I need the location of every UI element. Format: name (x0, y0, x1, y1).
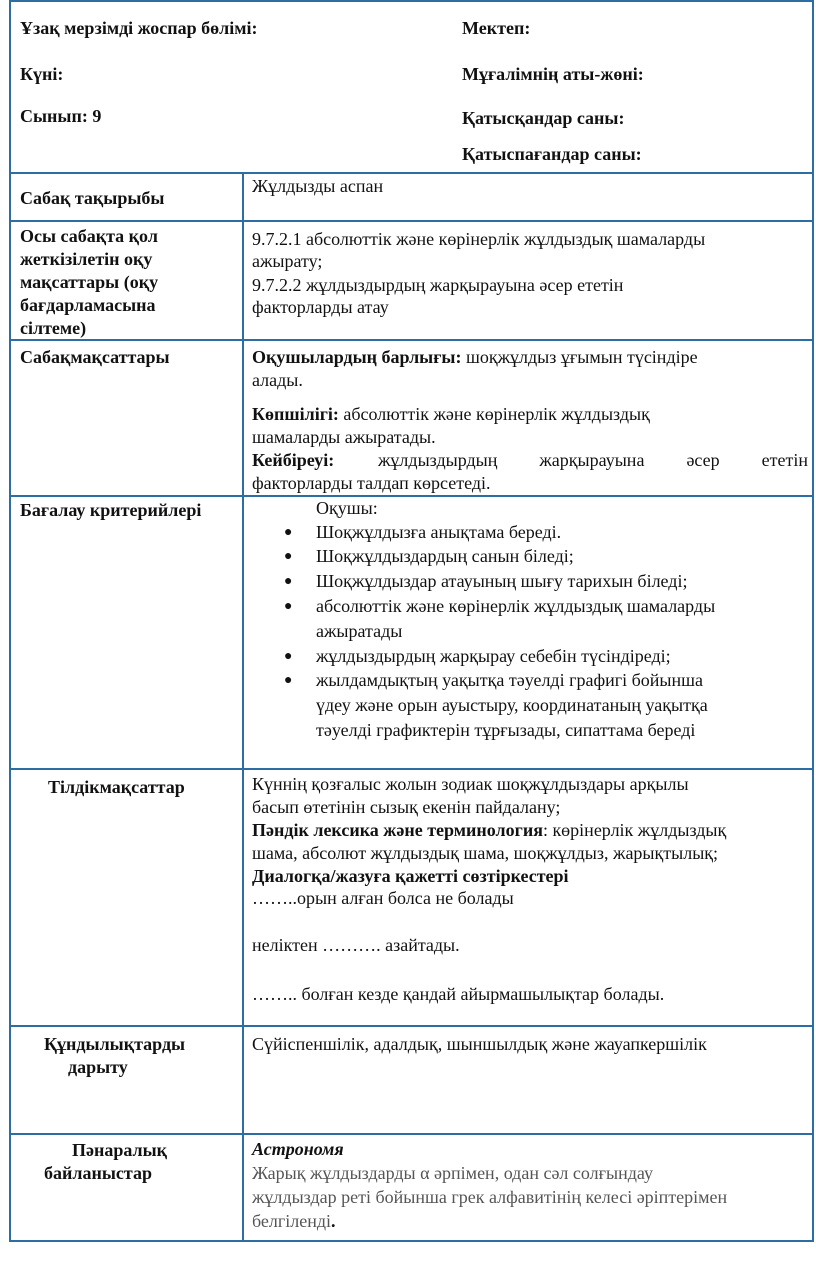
border-top (9, 0, 814, 2)
teacher-label: Мұғалімнің аты-жөні: (462, 64, 644, 84)
cross-subject: Астрономя (252, 1139, 344, 1159)
class-label: Сынып: 9 (20, 106, 102, 126)
criteria-item: Шоқжұлдыздардың санын біледі; (316, 546, 574, 566)
cross-text-line: жұлдыздар реті бойынша грек алфавитінің келесі әріптерімен (252, 1187, 728, 1207)
values-label-line: дарыту (68, 1057, 128, 1077)
row-line-1 (9, 172, 814, 174)
bullet-icon: ● (284, 574, 293, 589)
row-line-4 (9, 495, 814, 497)
criteria-intro: Оқушы: (316, 498, 378, 518)
bullet-icon: ● (284, 599, 293, 614)
border-left (9, 0, 11, 1242)
objectives-label-line: Осы сабақта қол (20, 226, 158, 246)
vocab-line-2: шама, абсолют жұлдыздық шама, шоқжұлдыз, жарықтылық; (252, 843, 719, 863)
objectives-value-line: 9.7.2.1 абсолюттік және көрінерлік жұлдыздық шамаларды (252, 229, 706, 249)
goal-most-line (252, 402, 650, 426)
criteria-item-cont: ажыратады (316, 621, 403, 641)
phrases-heading: Диалогқа/жазуға қажетті сөзтіркестері (252, 866, 569, 886)
row-line-5 (9, 768, 814, 770)
goal-most-text: абсолюттік және көрінерлік жұлдыздық (338, 404, 650, 424)
topic-label: Сабақ тақырыбы (20, 188, 165, 208)
objectives-label-line: жеткізілетін оқу (20, 249, 153, 269)
goal-some-line-2: факторларды талдап көрсетеді. (252, 473, 491, 493)
goal-some-text: жұлдыздырдың жарқырауына әсер ететін (378, 450, 808, 470)
goal-most-line-2: шамаларды ажыратады. (252, 427, 436, 447)
phrase-line: ……..орын алған болса не болады (252, 888, 514, 908)
criteria-item-cont: үдеу және орын ауыстыру, координатаның уақытқа (316, 695, 708, 715)
cross-text-line-3 (252, 1209, 336, 1233)
cross-label-line: байланыстар (44, 1163, 152, 1183)
criteria-item: жұлдыздырдың жарқырау себебін түсіндіреді; (316, 646, 671, 666)
present-label: Қатысқандар саны: (462, 108, 625, 128)
bullet-icon: ● (284, 649, 293, 664)
goal-most-bold: Көпшілігі: (252, 404, 339, 424)
cross-text-3: белгіленді (252, 1211, 332, 1231)
bullet-icon: ● (284, 525, 293, 540)
values-label-line: Құндылықтарды (44, 1034, 186, 1054)
vocab-bold: Пәндік лексика және терминология (252, 820, 543, 840)
school-label: Мектеп: (462, 18, 531, 38)
criteria-item: Шоқжұлдызға анықтама береді. (316, 522, 562, 542)
goal-all-line-2: алады. (252, 370, 303, 390)
criteria-item: абсолюттік және көрінерлік жұлдыздық шамаларды (316, 596, 716, 616)
objectives-label-line: бағдарламасына (20, 295, 156, 315)
goal-all-line (252, 345, 698, 369)
phrase-line: неліктен ………. азайтады. (252, 935, 460, 955)
lesson-goals-label: Сабақмақсаттары (20, 347, 170, 367)
values-value: Сүйіспеншілік, адалдық, шыншылдық және жауапкершілік (252, 1034, 707, 1054)
vocab-text: : көрінерлік жұлдыздық (542, 820, 727, 840)
language-line: Күннің қозғалыс жолын зодиак шоқжұлдыздары арқылы (252, 774, 689, 794)
row-line-7 (9, 1133, 814, 1135)
cross-text-end: . (331, 1211, 336, 1231)
criteria-item-cont: тәуелді графиктерін тұрғызады, сипаттама береді (316, 720, 696, 740)
objectives-value-line: 9.7.2.2 жұлдыздырдың жарқырауына әсер ететін (252, 275, 624, 295)
goal-all-bold: Оқушылардың барлығы: (252, 347, 462, 367)
section-label: Ұзақ мерзімді жоспар бөлімі: (20, 18, 258, 38)
cross-text-line: Жарық жұлдыздарды α әрпімен, одан сәл солғындау (252, 1163, 653, 1183)
goal-all-text: шоқжұлдыз ұғымын түсіндіре (461, 347, 698, 367)
absent-label: Қатыспағандар саны: (462, 144, 642, 164)
objectives-value-line: ажырату; (252, 251, 323, 271)
objectives-label-line: сілтеме) (20, 318, 87, 338)
row-line-6 (9, 1025, 814, 1027)
border-bottom (9, 1240, 814, 1242)
cross-label-line: Пәнаралық (72, 1140, 168, 1160)
row-line-2 (9, 220, 814, 222)
objectives-value-line: факторларды атау (252, 297, 389, 317)
criteria-label: Бағалау критерийлері (20, 500, 202, 520)
row-line-3 (9, 339, 814, 341)
bullet-icon: ● (284, 549, 293, 564)
bullet-icon: ● (284, 673, 293, 688)
language-label: Тілдікмақсаттар (48, 777, 185, 797)
border-right (812, 0, 814, 1242)
vocab-line (252, 818, 726, 842)
goal-some-bold: Кейбіреуі: (252, 450, 335, 470)
date-label: Күні: (20, 64, 64, 84)
goal-some-line (252, 448, 808, 472)
column-divider (242, 172, 244, 1242)
topic-value: Жұлдызды аспан (252, 176, 384, 196)
criteria-item: Шоқжұлдыздар атауының шығу тарихын біледі; (316, 571, 688, 591)
criteria-item: жылдамдықтың уақытқа тәуелді графигі бойынша (316, 670, 703, 690)
phrase-line: …….. болған кезде қандай айырмашылықтар болады. (252, 984, 665, 1004)
language-line: басып өтетінін сызық екенін пайдалану; (252, 797, 561, 817)
objectives-label-line: мақсаттары (оқу (20, 272, 159, 292)
